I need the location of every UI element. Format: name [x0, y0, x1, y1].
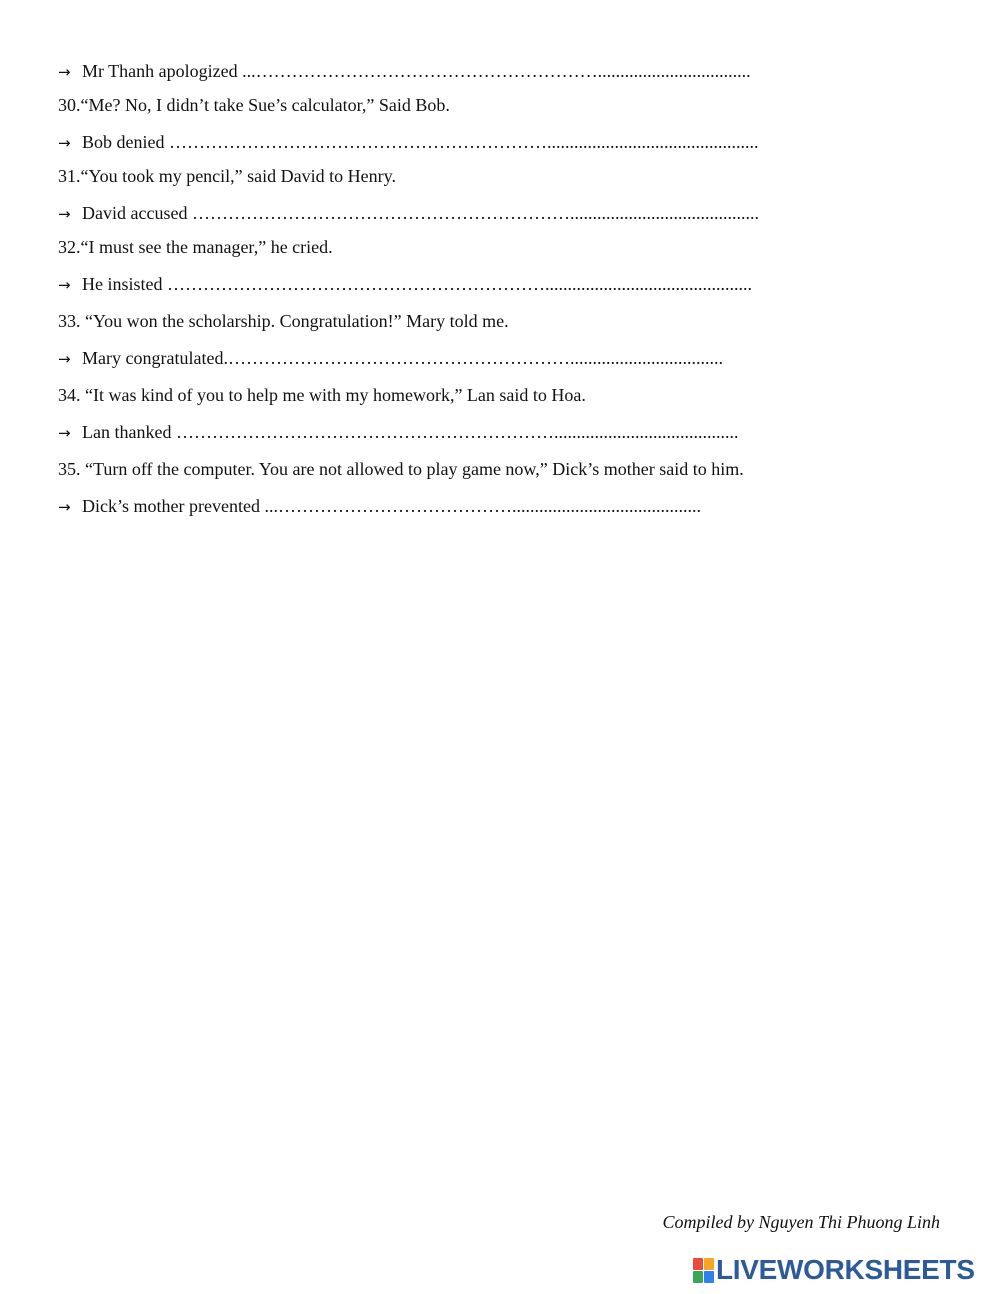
answer-blank[interactable]: ……………………………………………………….......................................... — [191, 203, 759, 223]
answer-blank[interactable]: ……………………………………………………….............................................. — [167, 274, 752, 294]
question-32: 32.“I must see the manager,” he cried. — [58, 237, 333, 257]
arrow-icon: → — [58, 276, 71, 294]
answer-line-34 — [58, 421, 738, 444]
compiled-by-credit: Compiled by Nguyen Thi Phuong Linh — [662, 1212, 940, 1232]
answer-prompt: Lan thanked — [82, 422, 176, 442]
question-31: 31.“You took my pencil,” said David to Henry. — [58, 166, 396, 186]
answer-line-29 — [58, 60, 751, 83]
liveworksheets-wordmark: LIVEWORKSHEETS — [716, 1254, 975, 1285]
arrow-icon: → — [58, 134, 71, 152]
arrow-icon: → — [58, 498, 71, 516]
answer-line-35 — [58, 495, 701, 518]
logo-tile — [704, 1258, 714, 1270]
answer-prompt: David accused — [82, 203, 192, 223]
answer-line-30 — [58, 131, 759, 154]
answer-blank[interactable]: ………………………………………………….................................. — [255, 61, 751, 81]
answer-prompt: Mr Thanh apologized ... — [82, 61, 256, 81]
answer-blank[interactable]: ………………………………….......................................... — [277, 496, 701, 516]
logo-tile — [693, 1271, 703, 1283]
question-34: 34. “It was kind of you to help me with my homework,” Lan said to Hoa. — [58, 385, 586, 405]
arrow-icon: → — [58, 63, 71, 81]
answer-blank[interactable]: ………………………………………………………............................................... — [169, 132, 759, 152]
arrow-icon: → — [58, 424, 71, 442]
liveworksheets-logo-icon — [693, 1258, 713, 1282]
answer-line-31 — [58, 202, 759, 225]
answer-blank[interactable]: ………………………………………………………......................................... — [175, 422, 739, 442]
answer-prompt: Mary congratulated. — [82, 348, 228, 368]
question-33: 33. “You won the scholarship. Congratulation!” Mary told me. — [58, 311, 509, 331]
logo-tile — [704, 1271, 714, 1283]
arrow-icon: → — [58, 205, 71, 223]
answer-line-32 — [58, 273, 752, 296]
logo-tile — [693, 1258, 703, 1270]
answer-prompt: He insisted — [82, 274, 167, 294]
answer-prompt: Dick’s mother prevented ... — [82, 496, 278, 516]
liveworksheets-brand[interactable] — [693, 1254, 975, 1286]
arrow-icon: → — [58, 350, 71, 368]
answer-prompt: Bob denied — [82, 132, 169, 152]
question-30: 30.“Me? No, I didn’t take Sue’s calculator,” Said Bob. — [58, 95, 450, 115]
answer-line-33 — [58, 347, 723, 370]
answer-blank[interactable]: ………………………………………………….................................. — [227, 348, 723, 368]
question-35: 35. “Turn off the computer. You are not allowed to play game now,” Dick’s mother said to him. — [58, 459, 744, 479]
